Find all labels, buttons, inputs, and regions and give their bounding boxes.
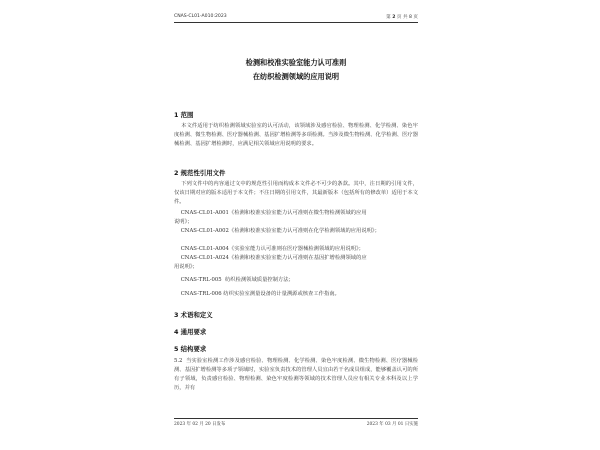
section-4-heading: 4 通用要求 [174,328,207,336]
section-2-paragraph: 下列文件中的内容通过文中的规范性引用而构成本文件必不可少的条款。其中，注日期的引用文件，仅该日期对应的版本适用于本文件；不注日期的引用文件，其最新版本（包括所有的修改单）适用于本文件。 [174,181,418,205]
reference-5: CNAS-TRL-005 纺织检测领域质量控制方法； [174,277,294,283]
reference-1-line1: CNAS-CL01-A001《检测和校准实验室能力认可准则在微生物检测领域的应用 [174,210,367,216]
reference-2: CNAS-CL01-A002《检测和校准实验室能力认可准则在化学检测领域的应用说明》； [174,228,380,234]
page-suffix: 页 共 8 页 [396,15,418,20]
doc-code: CNAS-CL01-A010:2023 [174,14,227,19]
issue-date: 2023 年 02 月 20 日发布 [174,422,226,427]
document-page [172,0,420,450]
page-header [172,12,420,22]
section-2-heading: 2 规范性引用文件 [174,169,226,177]
page-indicator [386,14,418,20]
reference-3: CNAS-CL01-A004《实验室能力认可准则在医疗器械检测领域的应用说明》； [174,246,364,252]
reference-1-line2: 说明》； [174,219,193,225]
effective-date: 2023 年 03 月 01 日实施 [366,422,418,427]
section-5-heading: 5 结构要求 [174,345,207,353]
section-1-paragraph: 本文件适用于纺织检测领域实验室的认可活动，该领域涉及感官检验、物理检测、化学检测、染色牢度检测、微生物检测、医疗器械检测、基因扩增检测等多项检测。当涉及微生物检测、化学检测、医疗器械检测、基因扩增检测时，应满足相关领域应用说明的要求。 [174,123,418,147]
doc-title-line2: 在纺织检测领域的应用说明 [252,72,340,81]
reference-4-line1: CNAS-CL01-A024《检测和校准实验室能力认可准则在基因扩增检测领域的应 [174,255,367,261]
reference-4-line2: 用说明》； [174,264,198,270]
doc-title-line1: 检测和校准实验室能力认可准则 [245,58,347,67]
reference-6: CNAS-TRL-006 纺织实验室测量设备的计量溯源或核查工作指南。 [174,291,340,297]
footer-rule [174,418,418,419]
section-5-paragraph: 5.2 当实验室检测工作涉及感官检验、物理检测、化学检测、染色牢度检测、微生物检测、医疗器械检测、基因扩增检测等多项子领域时，实验室负责技术的管理人员宜由若干名成员组成，能够覆盖认可的所有子领域，负责感官检验、物理检测、染色牢度检测等领域的技术管理人员应有相关专业本科及以上学历，并有 [174,358,418,391]
page-number: 2 [392,15,396,20]
section-1-heading: 1 范围 [174,111,194,119]
page-prefix: 第 [386,15,391,20]
header-rule [174,22,418,23]
section-3-heading: 3 术语和定义 [174,311,213,319]
